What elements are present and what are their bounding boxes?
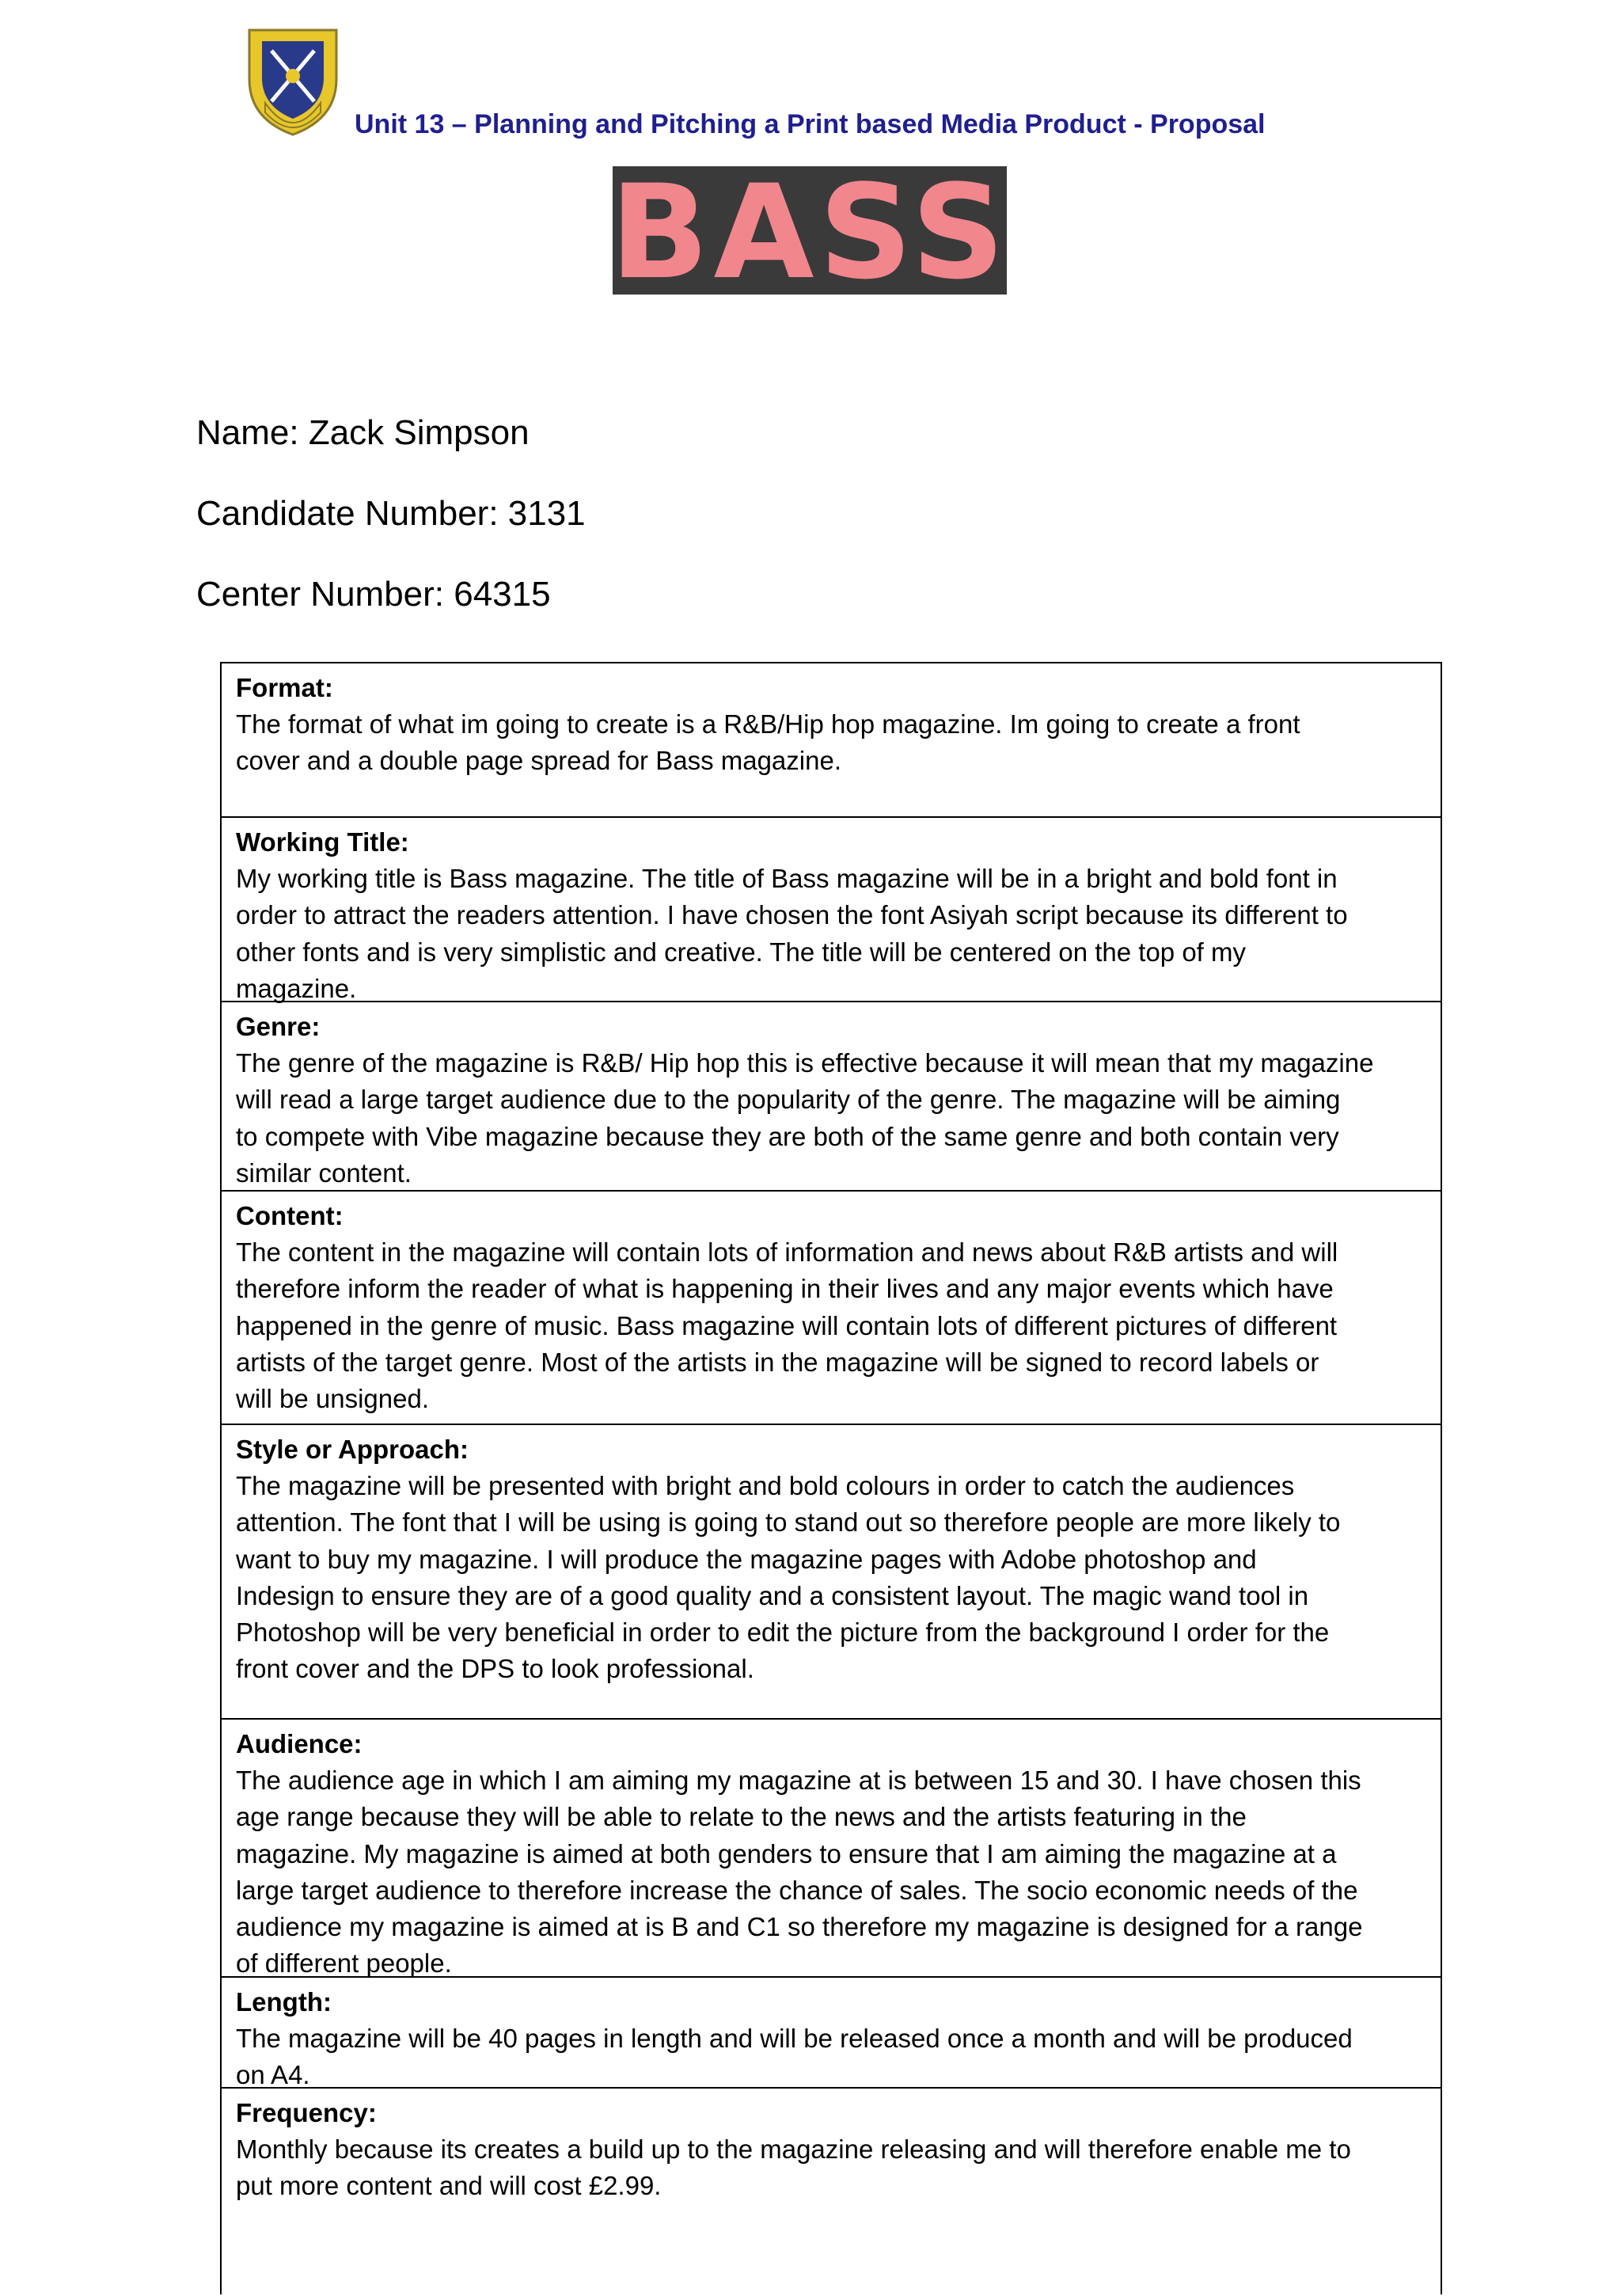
school-crest-icon [241, 24, 344, 139]
section-genre [222, 1001, 1441, 1192]
section-heading: Frequency: [236, 2098, 377, 2127]
proposal-table [220, 662, 1442, 2294]
section-heading: Length: [236, 1987, 332, 2017]
section-body: The magazine will be 40 pages in length and will be released once a month and will be produced on A4. [236, 2024, 1353, 2090]
section-heading: Working Title: [236, 827, 409, 857]
section-heading: Genre: [236, 1012, 321, 1041]
section-heading: Audience: [236, 1729, 363, 1758]
unit-title: Unit 13 – Planning and Pitching a Print based Media Product - Proposal [355, 109, 1266, 139]
section-heading: Style or Approach: [236, 1435, 469, 1464]
section-working-title [222, 816, 1441, 1002]
section-body: The magazine will be presented with bright and bold colours in order to catch the audiences attention. The font that I will be using is going to stand out so therefore people are more likely to want to buy my magazine. I will produce the magazine pages with Adobe photoshop and Indesign to ensure they are of a good quality and a consistent layout. The magic wand tool in Photoshop will be very beneficial in order to edit the picture from the background I order for the front cover and the DPS to look professional. [236, 1471, 1341, 1684]
section-body: The format of what im going to create is a R&B/Hip hop magazine. Im going to create a front cover and a double page spread for Bass magazine. [236, 709, 1300, 776]
section-heading: Content: [236, 1201, 344, 1230]
section-format [222, 663, 1441, 818]
section-content [222, 1190, 1441, 1425]
candidate-number: Candidate Number: 3131 [196, 494, 586, 533]
section-body: Monthly because its creates a build up to the magazine releasing and will therefore enable me to put more content and will cost £2.99. [236, 2134, 1351, 2201]
logo-text: BASS [609, 157, 1010, 308]
bass-logo [609, 157, 1010, 308]
section-body: The genre of the magazine is R&B/ Hip hop this is effective because it will mean that my magazine will read a large target audience due to the popularity of the genre. The magazine will be aiming to compete with Vibe magazine because they are both of the same genre and both contain very similar content. [236, 1048, 1374, 1188]
center-number: Center Number: 64315 [196, 575, 551, 614]
section-audience [222, 1718, 1441, 1978]
section-heading: Format: [236, 673, 333, 702]
section-frequency [222, 2087, 1441, 2296]
section-body: The content in the magazine will contain lots of information and news about R&B artists and will therefore inform the reader of what is happening in their lives and any major events which have happened in the genre of music. Bass magazine will contain lots of different pictures of different artists of the target genre. Most of the artists in the magazine will be signed to record labels or will be unsigned. [236, 1237, 1338, 1414]
candidate-name: Name: Zack Simpson [196, 413, 530, 452]
section-body: The audience age in which I am aiming my magazine at is between 15 and 30. I have chosen this age range because they will be able to relate to the news and the artists featuring in the magazine. My magazine is aimed at both genders to ensure that I am aiming the magazine at a large target audience to therefore increase the chance of sales. The socio economic needs of the audience my magazine is aimed at is B and C1 so therefore my magazine is designed for a range of different people. [236, 1766, 1363, 1979]
section-length [222, 1976, 1441, 2089]
section-body: My working title is Bass magazine. The title of Bass magazine will be in a bright and bold font in order to attract the readers attention. I have chosen the font Asiyah script because its different to other fonts and is very simplistic and creative. The title will be centered on the top of my magazine. [236, 864, 1348, 1003]
section-style-approach [222, 1424, 1441, 1720]
